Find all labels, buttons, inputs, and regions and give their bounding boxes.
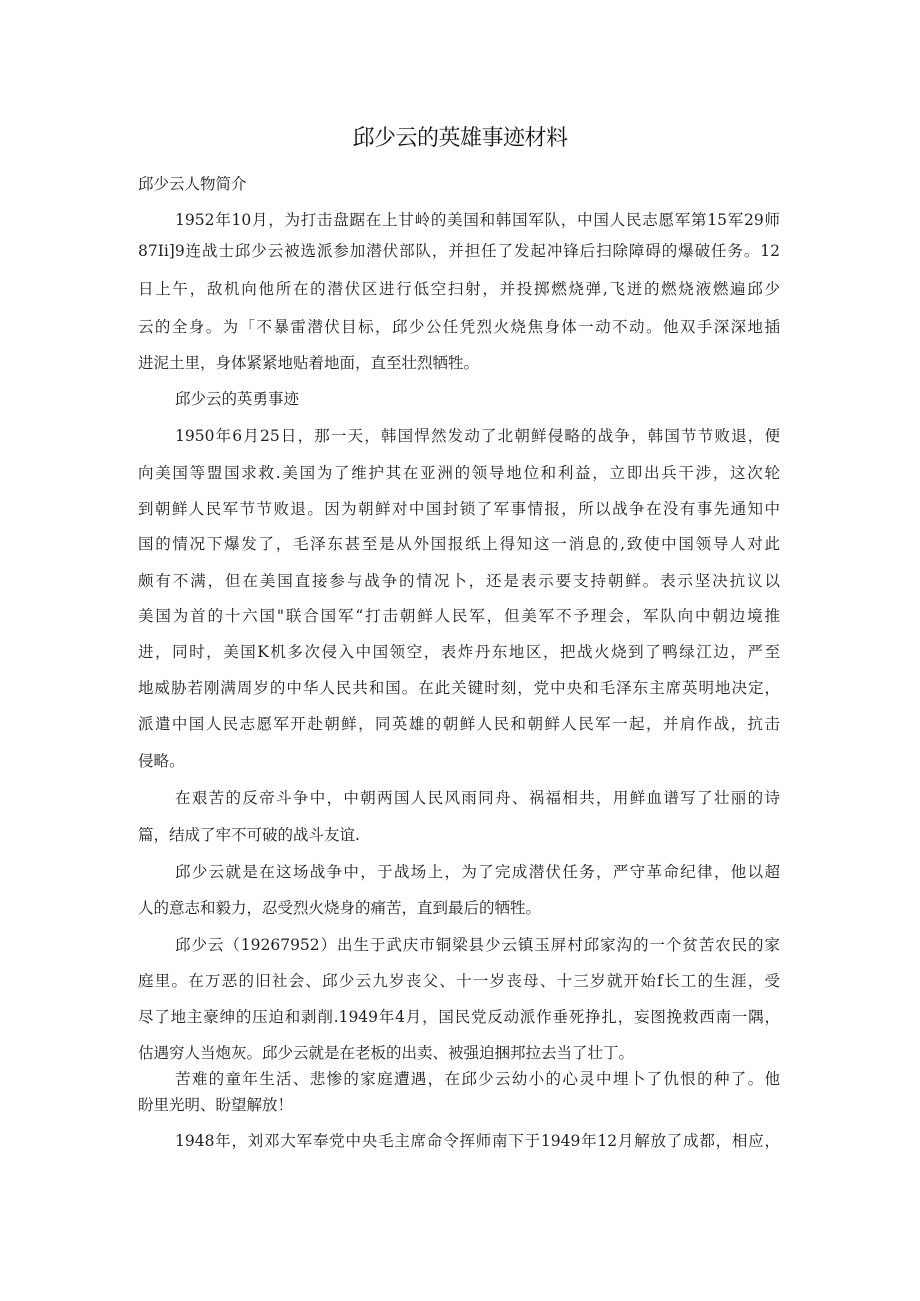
paragraph-line: 国的情况下爆发了，毛泽东甚至是从外国报纸上得知这一消息的,致使中国领导人对此	[138, 535, 780, 553]
paragraph-line: 颇有不满，但在美国直接参与战争的情况卜，还是表示要支持朝鲜。表示坚决抗议以	[138, 572, 780, 590]
paragraph-line: 盼里光明、盼望解放！	[138, 1096, 294, 1114]
paragraph-line: 87Ii]9连战士邱少云被选派参加潜伏部队，并担任了发起冲锋后扫除障碍的爆破任务。12	[138, 242, 780, 260]
paragraph-line: 进泥土里，身体紧紧地贴着地面，直至壮烈牺牲。	[138, 354, 480, 372]
paragraph-line: 邱少云（19267952）出生于武庆市铜梁县少云镇玉屏村邱家沟的一个贫苦农民的家	[175, 936, 780, 954]
paragraph-line: 进，同时，美国K机多次侵入中国领空，表炸丹东地区，把战火烧到了鸭绿江边，严至	[138, 643, 780, 661]
paragraph-line: 苦难的童年生活、悲惨的家庭遭遇，在邱少云幼小的心灵中埋卜了仇恨的种了。他	[175, 1070, 780, 1088]
paragraph-line: 庭里。在万恶的旧社会、邱少云九岁丧父、十一岁丧母、十三岁就开始f长工的生涯，受	[138, 972, 780, 990]
paragraph-line: 在艰苦的反帝斗争中，中朝两国人民风雨同舟、祸福相共，用鲜血谱写了壮丽的诗	[175, 789, 780, 807]
paragraph-line: 日上午，敌机向他所在的潜伏区进行低空扫射，并投掷燃烧弹,飞迸的燃烧液燃遍邱少	[138, 280, 780, 298]
paragraph-line: 1948年，刘邓大军奉党中央毛主席命令挥师南下于1949年12月解放了成都，相应，	[175, 1132, 780, 1150]
paragraph-line: 1950年6月25日，那一天，韩国悍然发动了北朝鲜侵略的战争，韩国节节败退，便	[175, 427, 780, 445]
paragraph-line: 向美国等盟国求救.美国为了维护其在亚洲的领导地位和利益，立即出兵干涉，这次轮	[138, 464, 780, 482]
paragraph-line: 人的意志和毅力，忍受烈火烧身的痛苦，直到最后的牺牲。	[138, 899, 542, 917]
page-title: 邱少云的英雄事迹材料	[352, 126, 568, 151]
paragraph-line: 到朝鲜人民军节节败退。因为朝鲜对中国封锁了军事情报，所以战争在没有事先通知中	[138, 500, 780, 518]
paragraph-line: 地威胁若刚满周岁的中华人民共和国。在此关键时刻，党中央和毛泽东主席英明地决定，	[138, 679, 780, 697]
paragraph-line: 侵略。	[138, 752, 185, 770]
paragraph-line: 云的全身。为「不暴雷潜伏目标，邱少公任凭烈火烧焦身体一动不动。他双手深深地插	[138, 318, 780, 336]
paragraph-line: 尽了地主豪绅的压迫和剥削.1949年4月，国民党反动派作垂死挣扎，妄图挽救西南一隅，	[138, 1008, 780, 1026]
paragraph-line: 估遇穷人当炮灰。邱少云就是在老板的出卖、被强迫捆邦拉去当了壮丁。	[138, 1044, 635, 1062]
paragraph-line: 篇，结成了牢不可破的战斗友谊.	[138, 826, 360, 844]
paragraph-line: 邱少云就是在这场战争中，于战场上，为了完成潜伏任务，严守革命纪律，他以超	[175, 863, 780, 881]
section-heading-deeds: 邱少云的英勇事迹	[175, 390, 300, 408]
paragraph-line: 派遣中国人民志愿军开赴朝鲜，同英雄的朝鲜人民和朝鲜人民军一起，并肩作战，抗击	[138, 715, 780, 733]
paragraph-line: 美国为首的十六国"联合国军“打击朝鲜人民军，但美军不予理会，军队向中朝边境推	[138, 607, 780, 625]
paragraph-line: 1952年10月，为打击盘踞在上甘岭的美国和韩国军队，中国人民志愿军第15军29师	[175, 211, 780, 229]
section-heading-profile: 邱少云人物简介	[138, 175, 247, 193]
